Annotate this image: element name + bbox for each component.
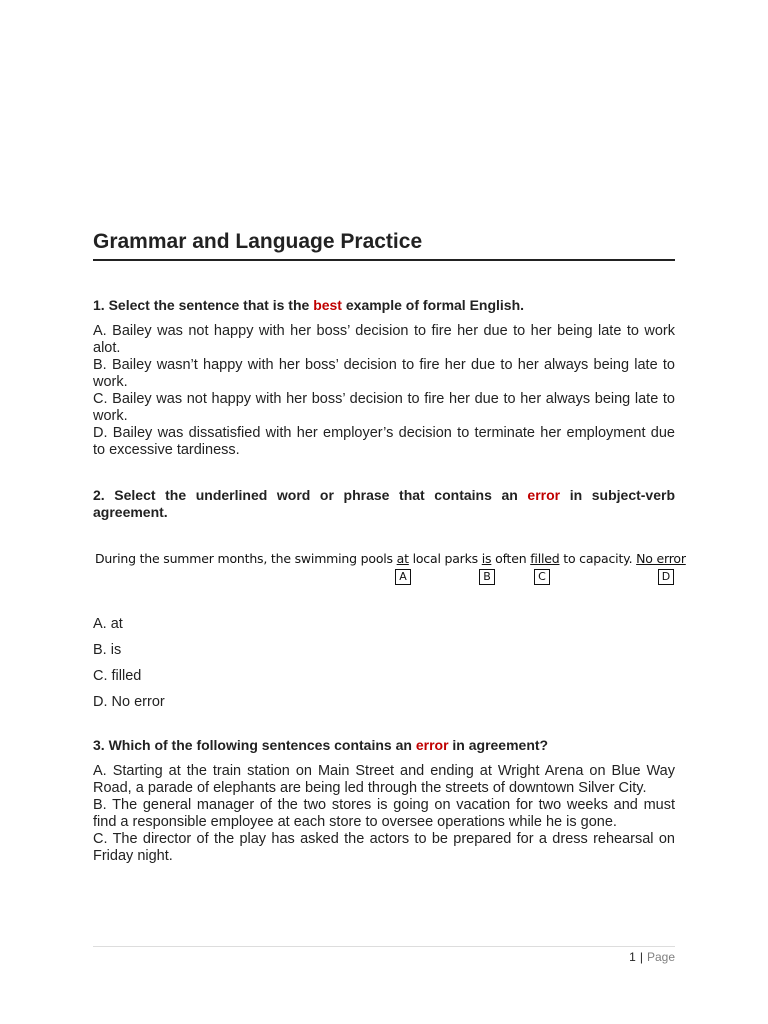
question-2-sentence-image [93,551,693,591]
question-2-title [93,487,675,521]
page-indicator [629,950,675,964]
question-2-option-c: C. filled [93,668,142,684]
document-page [93,228,686,865]
letter-box-b: B [479,569,495,585]
letter-box-a: A [395,569,411,585]
question-2-options [93,615,675,711]
page-separator: | [639,950,643,964]
document-title: Grammar and Language Practice [93,228,675,261]
question-3-option-a: A. Starting at the train station on Main Street and ending at Wright Arena on Blue Way Road, a parade of elephants are being led through the streets of downtown Silver City. [93,763,675,796]
page-footer [93,946,675,967]
sentence-text-4: to capacity. [559,551,637,566]
question-1-option-c: C. Bailey was not happy with her boss’ decision to fire her due to her always being late to work. [93,391,675,424]
letter-box-c: C [534,569,550,585]
question-1-accent: best [313,297,342,313]
question-3-suffix: in agreement? [448,737,549,753]
question-3-title [93,737,675,754]
question-1-title [93,297,675,314]
question-3-option-b: B. The general manager of the two stores is going on vacation for two weeks and must find a responsible employee at each store to oversee operations while he is gone. [93,797,675,830]
question-2-accent: error [527,487,561,503]
question-3-prefix: 3. Which of the following sentences contains an [93,737,416,753]
letter-box-d: D [658,569,674,585]
question-3-options [93,763,675,865]
sentence-underlined-a: at [396,551,409,566]
question-2-prefix: 2. Select the underlined word or phrase that contains an [93,487,528,503]
question-2-sentence [95,551,686,566]
question-2-option-d: D. No error [93,694,165,710]
question-1-prefix: 1. Select the sentence that is the [93,297,314,313]
question-1-option-b: B. Bailey wasn’t happy with her boss’ decision to fire her due to her always being late to work. [93,357,675,390]
question-1-options [93,323,675,459]
question-1-suffix: example of formal English. [341,297,525,313]
sentence-text-3: often [491,551,531,566]
question-3-option-c: C. The director of the play has asked the actors to be prepared for a dress rehearsal on Friday night. [93,831,675,864]
question-3-accent: error [415,737,449,753]
sentence-underlined-d: No error [636,551,686,566]
question-1-option-a: A. Bailey was not happy with her boss’ decision to fire her due to her being late to work alot. [93,323,675,356]
question-2-suffix: in subject-verb agreement. [93,487,676,520]
question-1-option-d: D. Bailey was dissatisfied with her employer’s decision to terminate her employment due to excessive tardiness. [93,425,675,458]
page-number: 1 [629,950,636,964]
sentence-underlined-c: filled [530,551,560,566]
sentence-text-1: During the summer months, the swimming pools [95,551,397,566]
sentence-underlined-b: is [481,551,492,566]
page-label: Page [646,950,675,964]
sentence-text-2: local parks [408,551,482,566]
question-2-option-a: A. at [93,616,123,632]
question-2-option-b: B. is [93,642,122,658]
